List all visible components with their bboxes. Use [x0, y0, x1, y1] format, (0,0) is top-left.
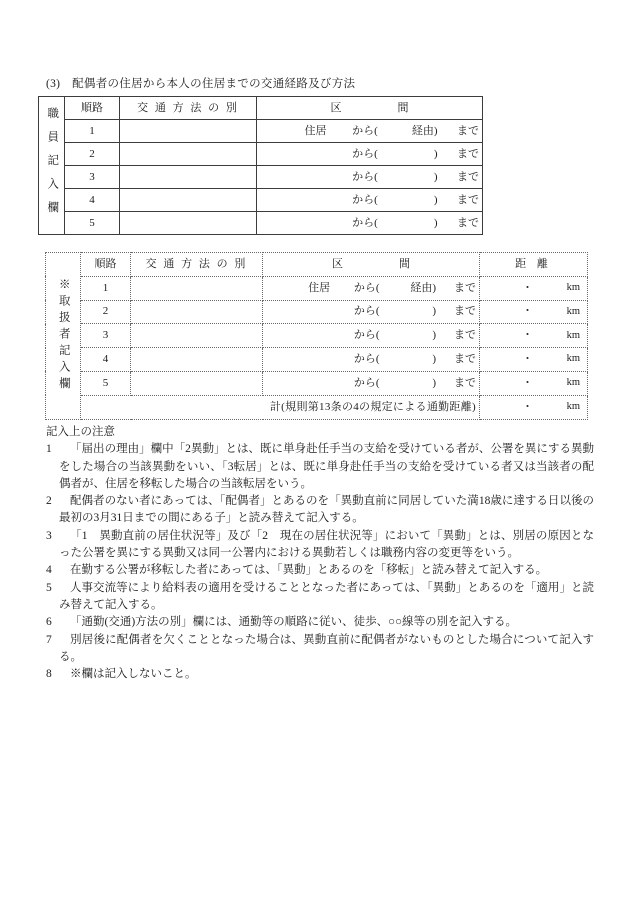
distance-cell [480, 324, 588, 348]
header-row [46, 253, 588, 277]
note-text: 配偶者のない者にあっては、「配偶者」とあるのを「異動直前に同居していた満18歳に達する日以後の最初の3月31日までの間にある子」と読み替えて記入する。 [59, 495, 594, 525]
distance-unit: km [566, 329, 580, 341]
distance-cell [480, 276, 588, 300]
header-route-no: 順路 [65, 97, 120, 120]
table-row [39, 143, 483, 166]
distance-dot: ・ [522, 353, 533, 366]
note-number: 2 [46, 495, 52, 508]
staff-side-label-cell [39, 97, 65, 235]
table-row [46, 324, 588, 348]
distance-dot: ・ [522, 400, 533, 413]
section-cell [263, 371, 480, 395]
section-title: (3) 配偶者の住居から本人の住居までの交通経路及び方法 [46, 78, 356, 90]
method-blank-cell [131, 371, 263, 395]
to-word: まで [457, 216, 479, 229]
from-word: から( [353, 353, 380, 366]
table-row [46, 371, 588, 395]
to-word: まで [457, 170, 479, 183]
table-row [46, 276, 588, 300]
via-word: 経由) [411, 124, 438, 137]
to-word: まで [454, 376, 476, 389]
note-text: 人事交流等により給料表の適用を受けることとなった者にあっては、「異動」とあるのを「適用」と読み替えて記入する。 [59, 581, 594, 611]
header-section-a: 区 [332, 257, 343, 270]
distance-cell [480, 300, 588, 324]
via-word: ) [432, 305, 437, 318]
note-item [46, 562, 594, 579]
to-word: まで [454, 281, 476, 294]
via-word: ) [433, 193, 438, 206]
to-word: まで [454, 353, 476, 366]
table-row [46, 348, 588, 372]
route-no: 1 [81, 276, 131, 300]
method-blank-cell [120, 189, 257, 212]
via-word: ) [433, 216, 438, 229]
via-word: ) [433, 170, 438, 183]
from-place: 住居 [304, 124, 327, 137]
header-route-no: 順路 [81, 253, 131, 277]
note-number: 5 [46, 581, 52, 594]
from-word: から( [353, 305, 380, 318]
note-number: 3 [46, 529, 52, 542]
from-word: から( [352, 193, 378, 206]
via-word: ) [432, 329, 437, 342]
distance-unit: km [566, 353, 580, 365]
to-word: まで [454, 329, 476, 342]
note-item [46, 666, 594, 683]
from-word: から( [352, 216, 378, 229]
note-number: 8 [46, 668, 52, 681]
header-method: 交 通 方 法 の 別 [120, 97, 257, 120]
section-cell [263, 276, 480, 300]
note-text: 別居後に配偶者を欠くこととなった場合は、異動直前に配偶者がないものとした場合について記入する。 [59, 633, 594, 663]
distance-unit: km [566, 305, 580, 317]
note-number: 7 [46, 633, 52, 646]
from-word: から( [352, 124, 378, 137]
method-blank-cell [131, 324, 263, 348]
section-cell [257, 189, 483, 212]
note-item [46, 580, 594, 615]
distance-unit: km [566, 377, 580, 389]
via-word: 経由) [410, 281, 437, 294]
from-word: から( [353, 329, 380, 342]
note-number: 4 [46, 564, 52, 577]
table-row [39, 189, 483, 212]
method-blank-cell [131, 300, 263, 324]
table-row [39, 166, 483, 189]
note-item [46, 632, 594, 667]
to-word: まで [457, 193, 479, 206]
staff-entry-table [38, 96, 483, 235]
via-word: ) [432, 353, 437, 366]
note-text: ※欄は記入しないこと。 [70, 668, 197, 681]
header-section [263, 253, 480, 277]
from-word: から( [352, 147, 378, 160]
table-row [39, 212, 483, 235]
header-section-b: 間 [397, 101, 409, 114]
from-word: から( [353, 376, 380, 389]
handler-entry-table [45, 252, 588, 420]
from-place: 住居 [308, 281, 331, 294]
section-cell [257, 166, 483, 189]
section-cell [263, 300, 480, 324]
distance-cell [480, 348, 588, 372]
route-no: 1 [65, 120, 120, 143]
handler-side-label-cell [46, 253, 81, 420]
to-word: まで [457, 124, 479, 137]
table-row [39, 120, 483, 143]
header-distance: 距 離 [480, 253, 588, 277]
method-blank-cell [120, 120, 257, 143]
note-item [46, 493, 594, 528]
method-blank-cell [120, 166, 257, 189]
from-word: から( [352, 170, 378, 183]
distance-cell [480, 395, 588, 419]
section-cell [257, 143, 483, 166]
route-no: 2 [65, 143, 120, 166]
section-cell [257, 212, 483, 235]
header-row [39, 97, 483, 120]
route-no: 3 [65, 166, 120, 189]
to-word: まで [454, 305, 476, 318]
from-word: から( [353, 281, 380, 294]
distance-dot: ・ [522, 305, 533, 318]
note-item [46, 528, 594, 563]
header-section-b: 間 [399, 257, 410, 270]
route-no: 5 [81, 371, 131, 395]
note-number: 1 [46, 443, 52, 456]
notes-title: 記入上の注意 [46, 426, 115, 438]
section-cell [263, 348, 480, 372]
method-blank-cell [120, 143, 257, 166]
route-no: 4 [81, 348, 131, 372]
route-no: 2 [81, 300, 131, 324]
method-blank-cell [120, 212, 257, 235]
distance-unit: km [566, 281, 580, 293]
to-word: まで [457, 147, 479, 160]
section-cell [263, 324, 480, 348]
note-text: 在勤する公署が移転した者にあっては、「異動」とあるのを「移転」と読み替えて記入する。 [70, 564, 548, 577]
method-blank-cell [131, 276, 263, 300]
distance-dot: ・ [522, 376, 533, 389]
via-word: ) [432, 376, 437, 389]
distance-unit: km [566, 400, 580, 412]
total-row [46, 395, 588, 419]
header-method: 交 通 方 法 の 別 [131, 253, 263, 277]
section-cell [257, 120, 483, 143]
distance-dot: ・ [522, 281, 533, 294]
distance-cell [480, 371, 588, 395]
via-word: ) [433, 147, 438, 160]
note-number: 6 [46, 616, 52, 629]
method-blank-cell [131, 348, 263, 372]
handler-side-label: ※取扱者記入欄 [57, 278, 70, 394]
total-label: 計(規則第13条の4の規定による通勤距離) [81, 395, 480, 419]
note-text: 「1 異動直前の居住状況等」及び「2 現在の居住状況等」において「異動」とは、別居の原因となった公署を異にする異動又は同一公署内における異動若しくは職務内容の変更等をいう。 [59, 529, 594, 560]
note-text: 「通勤(交通)方法の別」欄には、通勤等の順路に従い、徒歩、○○線等の別を記入する。 [70, 616, 518, 629]
route-no: 4 [65, 189, 120, 212]
note-text: 「届出の理由」欄中「2異動」とは、既に単身赴任手当の支給を受けている者が、公署を異にする異動をした場合の当該異動をいい、「3転居」とは、既に単身赴任手当の支給を受けている者又は当該者の配偶者が、住居を移転した場合の当該転居をいう。 [59, 443, 594, 490]
header-section [257, 97, 483, 120]
distance-dot: ・ [522, 329, 533, 342]
route-no: 3 [81, 324, 131, 348]
header-section-a: 区 [330, 101, 342, 114]
table-row [46, 300, 588, 324]
route-no: 5 [65, 212, 120, 235]
note-item [46, 614, 594, 631]
note-item [46, 441, 594, 493]
notes-section [46, 424, 594, 683]
staff-side-label: 職員記入欄 [46, 106, 59, 225]
